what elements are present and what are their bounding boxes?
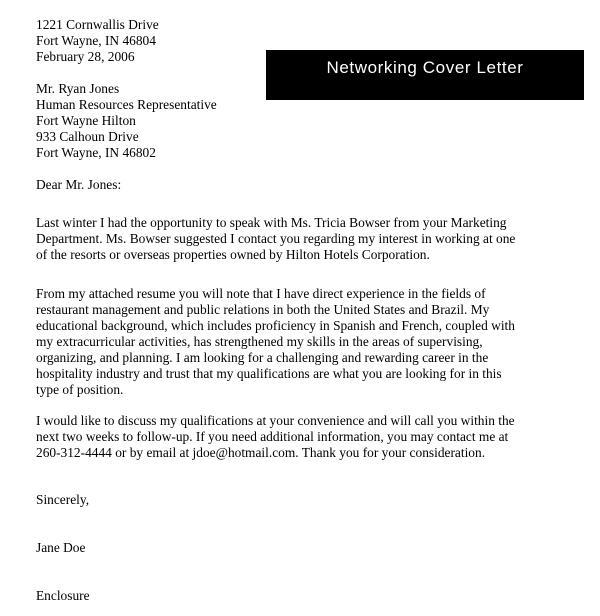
- letter-title-banner: Networking Cover Letter: [266, 50, 584, 100]
- sender-address: [36, 17, 536, 65]
- paragraph-line: I would like to discuss my qualifications at your convenience and will call you within the: [36, 413, 515, 428]
- paragraph-line: Last winter I had the opportunity to speak with Ms. Tricia Bowser from your Marketing: [36, 215, 507, 230]
- paragraph-line: Department. Ms. Bowser suggested I contact you regarding my interest in working at one: [36, 231, 516, 246]
- paragraph-line: my extracurricular activities, has strengthened my skills in the areas of supervising,: [36, 334, 483, 349]
- recipient-title: Human Resources Representative: [36, 97, 217, 112]
- body-paragraph-1: [36, 215, 534, 263]
- body-paragraph-3: [36, 413, 534, 461]
- closing: Sincerely,: [36, 492, 90, 507]
- paragraph-line: hospitality industry and trust that my qualifications are what you are looking for in this: [36, 366, 502, 381]
- paragraph-line: organizing, and planning. I am looking for a challenging and rewarding career in the: [36, 350, 489, 365]
- recipient-address: [36, 81, 536, 161]
- enclosure-note: Enclosure: [36, 588, 90, 603]
- signature-name: Jane Doe: [36, 540, 86, 555]
- paragraph-line: type of position.: [36, 382, 124, 397]
- paragraph-line: 260-312-4444 or by email at jdoe@hotmail.com. Thank you for your consideration.: [36, 445, 486, 460]
- salutation: Dear Mr. Jones:: [36, 177, 122, 192]
- body-paragraph-2: [36, 286, 534, 398]
- recipient-company: Fort Wayne Hilton: [36, 113, 136, 128]
- sender-city-state-zip: Fort Wayne, IN 46804: [36, 33, 156, 48]
- paragraph-line: of the resorts or overseas properties owned by Hilton Hotels Corporation.: [36, 247, 430, 262]
- paragraph-line: From my attached resume you will note that I have direct experience in the fields of: [36, 286, 486, 301]
- recipient-name: Mr. Ryan Jones: [36, 81, 120, 96]
- recipient-street: 933 Calhoun Drive: [36, 129, 139, 144]
- letter-date: February 28, 2006: [36, 49, 135, 64]
- sender-street: 1221 Cornwallis Drive: [36, 17, 159, 32]
- paragraph-line: restaurant management and public relations in both the United States and Brazil. My: [36, 302, 490, 317]
- recipient-city-state-zip: Fort Wayne, IN 46802: [36, 145, 156, 160]
- paragraph-line: educational background, which includes proficiency in Spanish and French, coupled with: [36, 318, 515, 333]
- paragraph-line: next two weeks to follow-up. If you need additional information, you may contact me at: [36, 429, 509, 444]
